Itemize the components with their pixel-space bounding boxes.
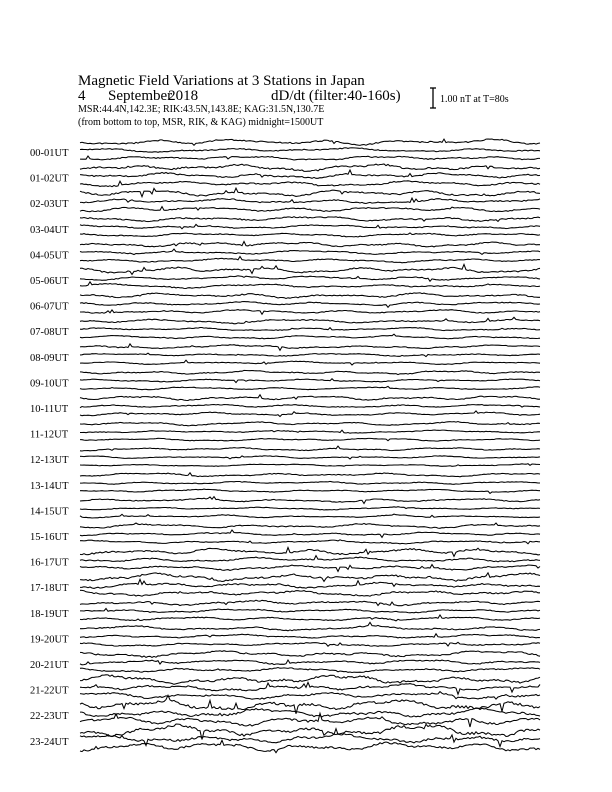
scale-label: 1.00 nT at T=80s — [440, 94, 509, 105]
trace-KAG-18-19UT — [80, 600, 540, 606]
trace-KAG-10-11UT — [80, 395, 540, 401]
hour-label-07-08UT: 07-08UT — [30, 327, 69, 339]
date-day: 4 — [78, 88, 86, 104]
trace-RIK-02-03UT — [80, 198, 540, 203]
trace-MSR-12-13UT — [80, 464, 540, 467]
trace-RIK-17-18UT — [80, 579, 540, 588]
trace-KAG-12-13UT — [80, 446, 540, 451]
trace-RIK-05-06UT — [80, 276, 540, 282]
trace-MSR-16-17UT — [80, 565, 540, 572]
hour-label-14-15UT: 14-15UT — [30, 506, 69, 518]
hour-label-11-12UT: 11-12UT — [30, 429, 69, 441]
trace-KAG-23-24UT — [80, 724, 540, 740]
trace-KAG-05-06UT — [80, 264, 540, 274]
hour-label-03-04UT: 03-04UT — [30, 224, 69, 236]
hour-label-16-17UT: 16-17UT — [30, 557, 69, 569]
trace-RIK-03-04UT — [80, 224, 540, 228]
date-year: 2018 — [168, 88, 199, 104]
trace-MSR-13-14UT — [80, 489, 540, 493]
hour-label-19-20UT: 19-20UT — [30, 634, 69, 646]
trace-MSR-07-08UT — [80, 334, 540, 339]
trace-RIK-15-16UT — [80, 530, 540, 537]
trace-KAG-17-18UT — [80, 573, 540, 582]
trace-MSR-06-07UT — [80, 310, 540, 315]
hour-label-00-01UT: 00-01UT — [30, 148, 69, 159]
hour-label-01-02UT: 01-02UT — [30, 173, 69, 185]
trace-KAG-19-20UT — [80, 622, 540, 630]
hour-label-08-09UT: 08-09UT — [30, 352, 69, 364]
component-label: dD/dt (filter:40-160s) — [271, 88, 401, 104]
trace-RIK-13-14UT — [80, 481, 540, 484]
trace-RIK-12-13UT — [80, 456, 540, 459]
chart-title: Magnetic Field Variations at 3 Stations in Japan — [78, 73, 365, 89]
date-month: September — [108, 88, 173, 104]
trace-MSR-14-15UT — [80, 514, 540, 518]
hour-label-06-07UT: 06-07UT — [30, 301, 69, 313]
trace-KAG-01-02UT — [80, 164, 540, 171]
trace-RIK-00-01UT — [80, 148, 540, 153]
trace-KAG-13-14UT — [80, 473, 540, 477]
trace-MSR-03-04UT — [80, 233, 540, 237]
trace-MSR-10-11UT — [80, 411, 540, 417]
trace-RIK-11-12UT — [80, 430, 540, 433]
trace-RIK-06-07UT — [80, 302, 540, 308]
trace-KAG-06-07UT — [80, 293, 540, 299]
trace-MSR-19-20UT — [80, 642, 540, 646]
trace-RIK-21-22UT — [80, 682, 540, 694]
trace-RIK-19-20UT — [80, 634, 540, 638]
trace-KAG-04-05UT — [80, 242, 540, 247]
hour-label-09-10UT: 09-10UT — [30, 378, 69, 390]
trace-KAG-09-10UT — [80, 370, 540, 374]
trace-RIK-08-09UT — [80, 353, 540, 356]
trace-RIK-04-05UT — [80, 249, 540, 254]
hour-label-15-16UT: 15-16UT — [30, 532, 69, 543]
hour-label-02-03UT: 02-03UT — [30, 199, 69, 211]
trace-MSR-00-01UT — [80, 156, 540, 160]
station-coordinates: MSR:44.4N,142.3E; RIK:43.5N,143.8E; KAG:31.5N,130.7E — [78, 104, 325, 115]
hour-label-05-06UT: 05-06UT — [30, 276, 69, 287]
trace-RIK-20-21UT — [80, 660, 540, 665]
trace-KAG-14-15UT — [80, 497, 540, 504]
trace-RIK-22-23UT — [80, 708, 540, 717]
trace-MSR-02-03UT — [80, 207, 540, 212]
trace-MSR-23-24UT — [80, 740, 540, 752]
hour-label-22-23UT: 22-23UT — [30, 711, 69, 723]
trace-RIK-18-19UT — [80, 609, 540, 613]
trace-MSR-18-19UT — [80, 615, 540, 621]
hour-label-10-11UT: 10-11UT — [30, 404, 69, 415]
trace-RIK-16-17UT — [80, 556, 540, 562]
trace-KAG-11-12UT — [80, 422, 540, 426]
trace-RIK-07-08UT — [80, 328, 540, 331]
hour-label-21-22UT: 21-22UT — [30, 685, 69, 697]
trace-KAG-16-17UT — [80, 548, 540, 557]
trace-RIK-10-11UT — [80, 405, 540, 408]
trace-MSR-09-10UT — [80, 386, 540, 389]
trace-KAG-21-22UT — [80, 675, 540, 685]
hour-label-17-18UT: 17-18UT — [30, 583, 69, 595]
trace-MSR-20-21UT — [80, 668, 540, 673]
trace-RIK-09-10UT — [80, 379, 540, 383]
trace-KAG-15-16UT — [80, 523, 540, 528]
trace-RIK-14-15UT — [80, 507, 540, 510]
station-order-note: (from bottom to top, MSR, RIK, & KAG) midnight=1500UT — [78, 117, 324, 128]
trace-KAG-07-08UT — [80, 317, 540, 324]
trace-KAG-20-21UT — [80, 651, 540, 658]
trace-MSR-08-09UT — [80, 360, 540, 365]
trace-MSR-01-02UT — [80, 181, 540, 187]
hour-label-04-05UT: 04-05UT — [30, 250, 69, 262]
trace-KAG-00-01UT — [80, 139, 540, 145]
hour-label-13-14UT: 13-14UT — [30, 480, 69, 492]
trace-KAG-03-04UT — [80, 217, 540, 222]
trace-MSR-15-16UT — [80, 540, 540, 544]
trace-MSR-04-05UT — [80, 257, 540, 263]
hour-label-23-24UT: 23-24UT — [30, 736, 69, 748]
trace-MSR-11-12UT — [80, 438, 540, 441]
hour-label-20-21UT: 20-21UT — [30, 660, 69, 671]
hour-label-12-13UT: 12-13UT — [30, 455, 69, 467]
trace-KAG-08-09UT — [80, 344, 540, 350]
trace-MSR-05-06UT — [80, 282, 540, 289]
trace-MSR-17-18UT — [80, 590, 540, 596]
trace-MSR-21-22UT — [80, 692, 540, 700]
trace-KAG-02-03UT — [80, 188, 540, 197]
hour-label-18-19UT: 18-19UT — [30, 608, 69, 620]
